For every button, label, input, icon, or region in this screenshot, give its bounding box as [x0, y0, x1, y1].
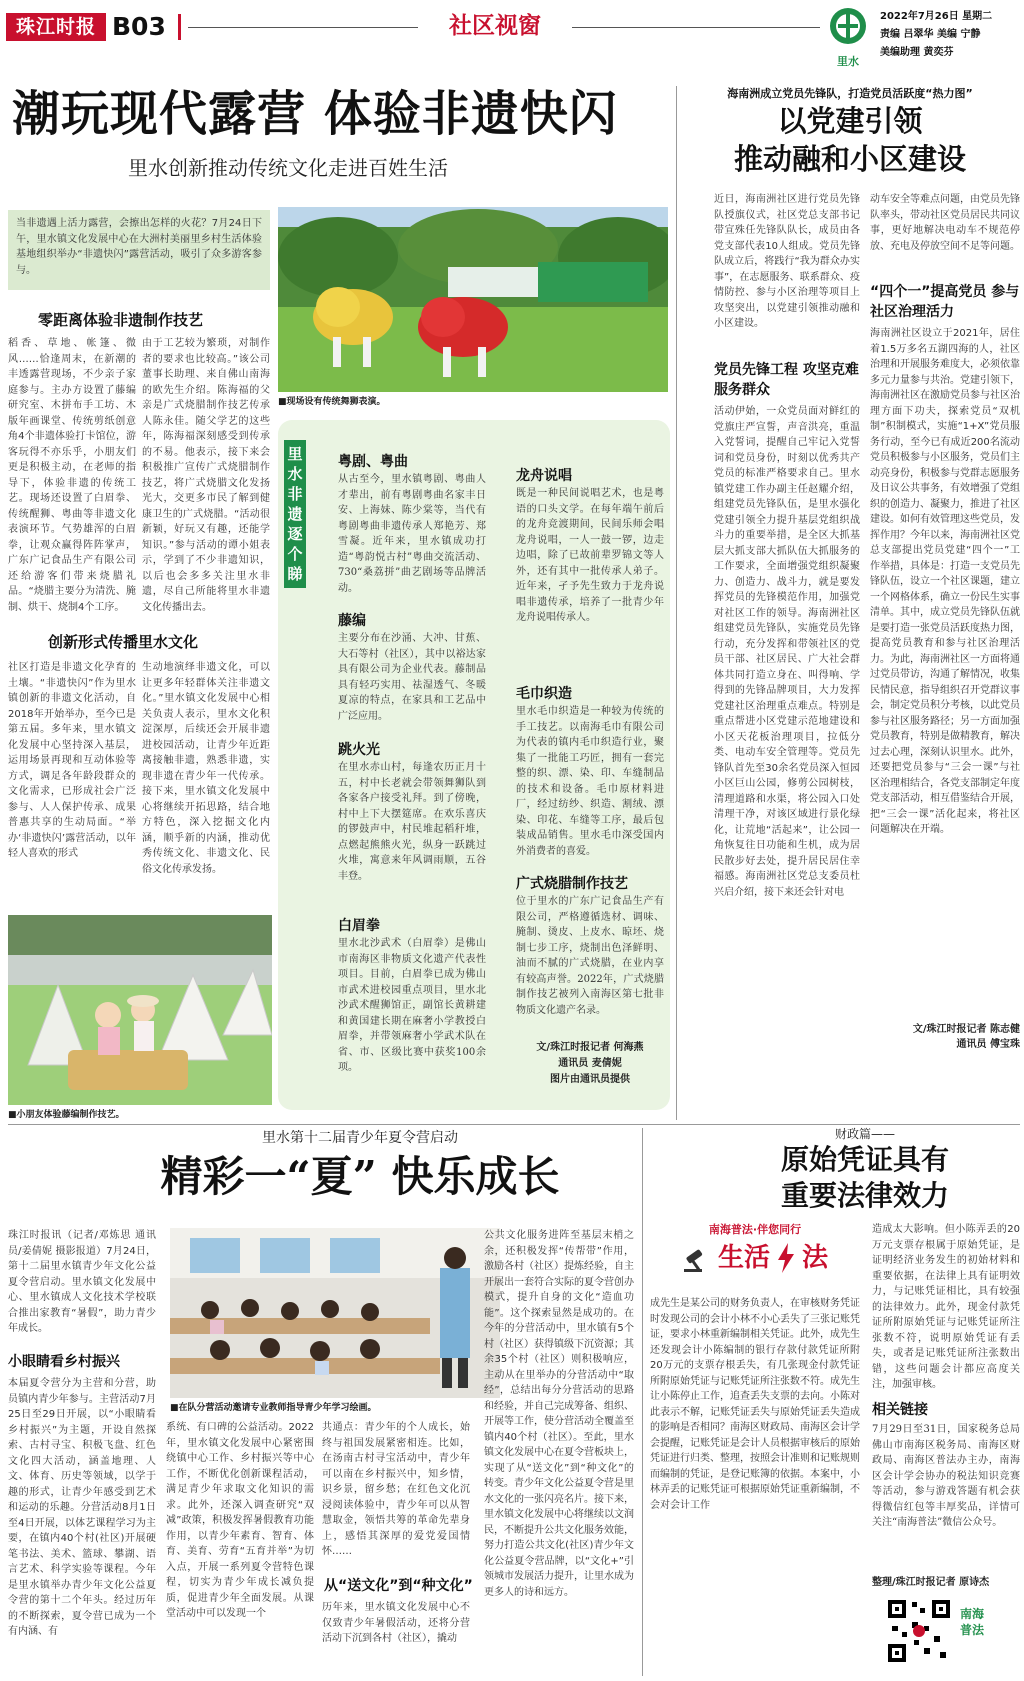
- editor-line-1: 责编 吕翠华 美编 宁静: [880, 29, 981, 40]
- heritage-item-text: 里水毛巾织造是一种较为传统的手工技艺。以南海毛巾有限公司为代表的镇内毛巾织造行业，聚集了一批能工巧匠，拥有一套完整的织、漂、染、印、车缝制品的技术和设备。毛巾原材料进厂，经过纺纱、织造、割绒、漂染、印花、车缝等工序，最后包装成品销售。里水毛巾深受国内外消费者的喜爱。: [516, 706, 664, 857]
- story1-section2-col1: 社区打造是非遗文化孕育的土壤。“非遗快闪”作为里水镇创新的非遗文化活动，自2018年开始举办，至今已是第五届。多年来，里水镇文化发展中心坚持深入基层，运用场景再现和互动体验等方式，调足各年龄段群众的文化需求，已形成社会广泛参与、人人保护传承、成果普惠共享的生动局面。“举办‘非遗快闪’露营活动，以年轻人喜欢的形式: [8, 662, 136, 859]
- heritage-item-head: 广式烧腊制作技艺: [516, 876, 628, 892]
- editor-line-2: 美编助理 黄奕芬: [880, 47, 954, 58]
- date-line: 2022年7月26日 星期二: [880, 11, 993, 22]
- story3-lead: 珠江时报讯（记者/邓炼思 通讯员/姜倩妮 摄影报道）7月24日，第十二届里水镇青少年文化公益夏令营启动。里水镇文化发展中心、里水镇成人文化技术学校联合推出家教育“暑假”，助力青少年成长。: [8, 1230, 156, 1334]
- column-divider: [642, 1128, 643, 1676]
- story1-lead: 当非遗遇上活力露营，会擦出怎样的火花？7月24日下午，里水镇文化发展中心在大洲村美丽里乡村生活体验基地组织举办“非遗快闪”露营活动，吸引了众多游客参与。: [8, 210, 270, 290]
- story4-related-link: 7月29日至31日，国家税务总局佛山市南海区税务局、南海区财政局、南海区普法办主办，南海区会计学会协办的税法知识竞赛等活动，参与游戏答题有机会获得微信红包等丰厚奖品，详情可关注“南海普法”微信公众号。: [872, 1424, 1020, 1528]
- section-divider: [8, 1124, 1020, 1125]
- summer-camp-caption: ■在队分营活动邀请专业教师指导青少年学习绘画。: [170, 1403, 377, 1413]
- bolt-icon: [776, 1243, 796, 1273]
- story1-title: 潮玩现代露营 体验非遗快闪: [12, 86, 618, 142]
- story3-subheading-1: 小眼睛看乡村振兴: [8, 1354, 120, 1370]
- district-emblem-icon: [826, 6, 870, 50]
- heritage-item-head: 龙舟说唱: [516, 468, 572, 484]
- gavel-icon: [682, 1243, 712, 1273]
- story2-body-2: 海南洲社区设立于2021年，居住着1.5万多名五湖四海的人，社区治理和开展服务难度大，必须依靠多元力量参与共治。党建引领下，海南洲社区在激励党员参与社区治理方面下功夫，探索党员“双机制”积制模式，实施“1+X”党员服务行动，至今已有成近200名流动党员积极参与小区服务，党员们主动亮身份，积极参与党群志愿服务及日议公共事务，有效增强了党组织的创造力、凝聚力，推进了社区建设。如何有效管理这些党员，发挥作用？今年以来，海南洲社区党总支部提出党员党建“四个一”工作举措，具体是：打造一支党员先锋队伍，设立一个社区课题，建立一个网格体系，确立一份民生实事清单。其中，成立党员先锋队伍就是要打造一张党员活跃度热力图，提高党员教育和参与社区治理活力。为此，海南洲社区一方面将通过党员带访，沟通了解情况，收集民情民意，指导组织召开党群议事会，制定党员积分考核，以此党员参与社区服务路径；另一方面加强党员教育，特别是做精教育，解决过去心理，深刻认识里水。此外，还要把党员参与“三会一课”与社区治理相结合，各党支部制定年度党支部活动，相互借鉴结合开展，把“三会一课”活化起来，将社区问题解决在开端。: [870, 328, 1020, 835]
- lion-dance-caption: ■现场设有传统舞狮表演。: [278, 397, 386, 407]
- story2-col2-top: 动车安全等难点问题，由党员先锋队率头，带动社区党员居民共同议事，更好地解决电动车不规范停放、充电及停放空间不足等问题。: [870, 194, 1020, 252]
- story1-section2-heading: 创新形式传播里水文化: [48, 633, 199, 651]
- summer-camp-photo: [170, 1228, 500, 1398]
- story2-title-line: 推动融和小区建设: [733, 142, 966, 176]
- heritage-item-text: 既是一种民间说唱艺术，也是粤语的口头文学。在每年端午前后的龙舟竞渡期间，民间乐师会唱龙舟说唱，一人一鼓一锣，边走边唱，除了已故前辈罗锦文等人外，还有其中一批传承人弟子。近年来，孑予先生致力于龙舟说唱非遗传承，培养了一批青少年龙舟说唱传承人。: [516, 488, 664, 623]
- heritage-item-text: 位于里水的广东广记食品生产有限公司，严格遵循选材、调味、腌制、烫皮、上皮水、晾坯、烧制七步工序，烧制出色泽鲜明、油而不腻的广式烧腊，在业内享有较高声誉。2022年，广式烧腊制作技艺被列入南海区第七批非物质文化遗产名录。: [516, 896, 664, 1016]
- story3-body-2: 系统、有口碑的公益活动。2022年，里水镇文化发展中心紧密围绕镇中心工作、乡村振兴等中心工作，不断优化创新课程活动，满足青少年求取文化知识的需求。此外，还深入调查研究“双减”政策，积极发挥暑假教育功能作用，以青少年素育、智育、体育、美育、劳育“五育并举”为切入点，开展一系列夏令营特色课程，切实为青少年成长减负提质，促进青少年全面发展。从课堂活动中可以发现一个: [166, 1422, 314, 1619]
- district-logo: [826, 6, 870, 66]
- paper-name: 珠江时报: [6, 13, 106, 41]
- qr-code-icon: [884, 1596, 954, 1666]
- byline-line: 文/珠江时报记者 陈志健: [912, 1024, 1020, 1035]
- heritage-item-text: 在里水赤山村，每逢农历正月十五，村中长老就会带领舞狮队到各家各户接受礼拜。到了傍晚，村中上下大摆筵席。在欢乐喜庆的锣鼓声中，村民堆起稻秆堆，点燃起熊熊火光，纵身一跃跳过火堆，寓意来年风调雨顺，五谷丰登。: [338, 762, 486, 882]
- story2-title: [680, 102, 1020, 178]
- qr-label-line: 南海: [960, 1607, 985, 1621]
- kids-camping-photo: [8, 915, 272, 1105]
- story1-section2-col2: 生动地演绎非遗文化，可以让更多年轻群体关注非遗文化。”里水镇文化发展中心相关负责人表示，里水文化积淀深厚，后续还会开展非遗进校园活动，让青少年近距离接触非遗，熟悉非遗，实现非遗在青少年一代传承。接下来，里水镇文化发展中心将继续开拓思路，结合地方特色，深入挖掘文化内涵，顺乎新的内涵，推动优秀传统文化、非遗文化、民俗文化传承发扬。: [142, 662, 270, 875]
- masthead-line-left: [188, 27, 418, 28]
- masthead-line-right: [572, 27, 820, 28]
- story1-section1-col1: 稻香、草地、帐篷、微风……恰逢周末，在新潮的丰透露营现场，不少亲子家庭参与。主办方设置了藤编研究室、木拼布手工坊、木版年画课堂、传统剪纸创意角4个非遗体验打卡馆位，游客玩得不亦乐乎，小朋友们更是积极主动，在老师的指导下，体验非遗的传统工艺。现场还设置了白眉拳、传统醒狮、粤曲等非遗文化表演环节。气势雄浑的白眉拳，让观众赢得阵阵掌声，广东广记食品生产有限公司还给游客们带来烧腊礼品。“烧腊主要分为清洗、腌制、烘干、烧制4个工序。: [8, 338, 136, 613]
- qr-label-line: 普法: [960, 1623, 985, 1637]
- district-logo-text: 里水: [837, 54, 859, 68]
- byline-line: 通讯员 麦倩妮: [558, 1058, 622, 1069]
- story1-byline: [510, 1040, 670, 1088]
- story4-body-1: 成先生是某公司的财务负责人，在审核财务凭证时发现公司的会计小林不小心丢失了三张记账凭证，要求小林重新编制相关凭证。此外，成先生还发现会计小陈编制的银行存款付款凭证所附20万元的支票存根丢失，有几张现金付款凭证所附原始凭证与记账凭证所注张数不符。成先生让小陈停止工作，追查丢失支票的去向。小陈对此表示不解，记账凭证丢失与原始凭证丢失造成的影响是否相同？南海区财政局、南海区会计学会提醒，记账凭证是会计人员根据审核后的原始凭证进行归类、整理，按照会计准则和记账规则而编制的凭证，是登记账簿的依据。本案中，小林弄丢的记账凭证可根据原始凭证重新编制，不会对会计工作: [650, 1298, 860, 1511]
- page-number-bar: [178, 14, 181, 40]
- column-divider: [676, 86, 677, 1120]
- story2-kicker: 海南洲成立党员先锋队，打造党员活跃度“热力图”: [727, 87, 973, 100]
- heritage-item-head: 白眉拳: [338, 918, 380, 934]
- story1-subtitle: 里水创新推动传统文化走进百姓生活: [128, 156, 448, 180]
- law-banner-word: 法: [802, 1243, 829, 1273]
- story4-title-line: 原始凭证具有: [780, 1143, 949, 1176]
- section-name: 社区视窗: [449, 13, 541, 39]
- law-banner-top: 南海普法·伴您同行: [708, 1223, 802, 1236]
- story3-title: 精彩一“夏” 快乐成长: [160, 1152, 560, 1201]
- story4-byline: 整理/珠江时报记者 原诗杰: [872, 1577, 990, 1588]
- story3-body-3b: 历年来，里水镇文化发展中心不仅致青少年暑假活动，还将分营活动下沉到各村（社区），撬动: [322, 1602, 470, 1644]
- story2-body-1: 活动伊始，一众党员面对鲜红的党旗庄严宣誓，声音洪亮，重温入党誓词，提醒自己牢记入党誓词和党员身份，时刻以优秀共产党员的标准严格要求自己。里水镇党建工作办副主任赵耀介绍，组建党员先锋队伍，是里水强化党建引领全力提升基层党组织战斗力的重要举措，是全区大抓基层大抓支部大抓队伍大抓服务的工作要求，全面增强党组织凝聚力、创造力、战斗力，就是要发挥党员的先锋模范作用，加强党对社区工作的领导。海南洲社区组建党员先锋队，实施党员先锋行动，充分发挥和带领社区的党员干部、社区居民、广大社会群体共同打造立身在、叫得响、学得到的先锋品牌项目，大力发挥党建社区治理重点难点。特别是重点帮进小区党建示范地建设和小区天花板治理项目，拉低分类、电动车安全管理等。党员先锋队首先至30余名党员深入恒园小区巨山公园，修剪公园树枝，清理道路和水渠，将公园入口处清理干净，对该区域进行景化绿化，让荒地“活起来”，让公园一角恢复往日功能和生机，成为居民散步好去处，提升居民居住幸福感。海南洲社区党总支委员杜兴启介绍，接下来还会针对电: [714, 406, 860, 898]
- qr-code[interactable]: [884, 1596, 954, 1666]
- story2-intro: 近日，海南洲社区进行党员先锋队授旗仪式，社区党总支部书记带宣殊任先锋队队长，成员由各党支部代表10人组成。党员先锋队成立后，将践行“我为群众办实事”，在志愿服务、联系群众、疫情防控、参与小区治理等项目上攻坚突出，以党建引领推动融和小区建设。: [714, 194, 860, 329]
- byline-line: 图片由通讯员提供: [550, 1074, 630, 1085]
- story3-subheading-2: 从“送文化”到“种文化”: [324, 1578, 473, 1594]
- law-banner-word: 生活: [717, 1243, 770, 1273]
- story2-title-line: 以党建引领: [777, 104, 923, 138]
- heritage-item-head: 毛巾织造: [516, 686, 572, 702]
- story4-title: [720, 1142, 1010, 1214]
- story2-subheading-1: 党员先锋工程 攻坚克难服务群众: [714, 362, 859, 398]
- heritage-item-head: 跳火光: [338, 742, 380, 758]
- story2-subheading-2: “四个一”提高党员 参与社区治理活力: [870, 284, 1020, 320]
- page-number: B03: [112, 12, 166, 41]
- story3-body-1: 本届夏令营分为主营和分营，助员镇内青少年参与。主营活动7月25日至29日开展，以“小眼睛看乡村振兴”为主题，开设自然探索、古村寻宝、积极飞盘、红色文化四大活动，涵盖地理、人文、体育、历史等领域，以学于趣的形式，让青少年感受到艺术和运动的乐趣。分营活动8月1日至4日开展，以体艺课程学习为主要，在镇内40个村(社区)开展硬笔书法、美术、篮球、攀湖、语言艺术、科学实验等课程。今年是里水镇举办青少年文化公益夏令营的第十二个年头。经过历年的不断探索，夏令营已成为一个有内涵、有: [8, 1378, 156, 1637]
- story4-title-line: 重要法律效力: [780, 1179, 949, 1212]
- kids-camping-caption: ■小朋友体验藤编制作技艺。: [8, 1110, 125, 1120]
- lion-dance-photo: [278, 207, 668, 392]
- heritage-item-head: 藤编: [338, 613, 366, 629]
- byline-line: 文/珠江时报记者 何海燕: [536, 1042, 644, 1053]
- story1-section1-col2: 由于工艺较为繁琐，对制作者的要求也比较高。”该公司董事长助理、来自佛山南海的欧先生介绍。陈海福的父亲是广式烧腊制作技艺传承人陈永佳。随父学艺的这些年，陈海福深刻感受到传承的不易。他表示，接下来会积极推广宣传广式烧腊制作技艺，将广式烧腊文化发扬光大，交更多市民了解到健康卫生的广式烧腊。“活动很新颖，好玩又有趣，还能学知识。”参与活动的谭小姐表示，学到了不少非遗知识，以后也会多多关注里水非遗，尽自己所能将里水非遗文化传播出去。: [142, 338, 270, 613]
- story3-kicker: 里水第十二届青少年夏令营启动: [262, 1130, 458, 1146]
- qr-label: [960, 1606, 984, 1638]
- story3-body-4: 公共文化服务进阵至基层末梢之余，还积极发挥“传帮带”作用，激励各村（社区）提炼经验，自主开展出一套符合实际的夏令营创办模式，提升自身的文化“造血功能”。这个探索显然是成功的。在今年的分营活动中，里水镇有5个村（社区）获得镇级下沉资源；其余35个村（社区）则积极响应，主动从在里举办的分营活动中“取经”，总结出每分分营活动的思路和经验，并自己完成筹备、组织、开展等工作，使分营活动全覆盖至镇内40个村（社区）。至此，里水镇文化发展中心在夏令营板块上，实现了从“送文化”到“种文化”的转变。青少年文化公益夏令营是里水文化的一张闪亮名片。接下来，里水镇文化发展中心将继续以文润民，不断提升公共文化服务效能，努力打造公共文化(社区)青少年文化公益夏令营品牌，以“文化+”引领城市发展活力提升，让里水成为更多人的诗和远方。: [484, 1230, 634, 1598]
- heritage-sidebar-title: 里水非遗逐个睇: [284, 440, 306, 588]
- heritage-item-text: 从古至今，里水镇粤剧、粤曲人才辈出，前有粤剧粤曲名家丰日安、上海妹、陈少棠等，当代有粤剧粤曲非遗传承人郑艳芳、郑雪凝。近年来，里水镇成功打造“粤韵悦古村”粤曲交流活动、730“桑荔拼”曲艺剧场等品牌活动。: [338, 474, 486, 594]
- story4-kicker: 财政篇——: [835, 1127, 896, 1141]
- story3-body-3: 共通点：青少年的个人成长，始终与祖国发展紧密相连。比如，在汤南古村寻宝活动中，青少年可以南在乡村振兴中，知乡情，识乡景，留乡愁；在红色文化沉浸阅读体验中，青少年可以从智慧取金，领悟共筹的革命先辈身上，感悟其深厚的爱党爱国情怀……: [322, 1422, 470, 1557]
- byline-line: 通讯员 傅宝珠: [956, 1039, 1020, 1050]
- masthead: [0, 0, 1024, 84]
- heritage-item-text: 主要分布在沙涌、大冲、甘蕉、大石等村（社区），其中以裕达家具有限公司为企业代表。藤制品具有轻巧实用、祛湿透气、冬暖夏凉的特点，在家具和工艺品中广泛应用。: [338, 633, 486, 722]
- story2-byline: [870, 1022, 1020, 1052]
- story1-section1-heading: 零距离体验非遗制作技艺: [38, 311, 204, 329]
- heritage-item-head: 粤剧、粤曲: [338, 454, 408, 470]
- law-banner: [650, 1222, 860, 1288]
- heritage-item-text: 里水北沙武术（白眉拳）是佛山市南海区非物质文化遗产代表性项目。目前，白眉拳已成为佛山市武术进校园重点项目，里水北沙武术醒狮馆正，副馆长黄耕建和黄国建长期在麻奢小学教授白眉拳，并带领麻奢小学武术队在省、市、区级比赛中获奖100余项。: [338, 938, 486, 1073]
- story4-body-2: 造成太大影响。但小陈弄丢的20万元支票存根属于原始凭证，是证明经济业务发生的初始材料和重要依据，在法律上具有证明效力，与记账凭证相比，具有较强的法律效力。此外，现金付款凭证所附原始凭证与记账凭证所注张数不符，说明原始凭证有丢失，或者是记账凭证所注张数出错，这些问题会计都应高度关注，加强审核。: [872, 1224, 1020, 1390]
- story4-subheading: 相关链接: [872, 1402, 928, 1418]
